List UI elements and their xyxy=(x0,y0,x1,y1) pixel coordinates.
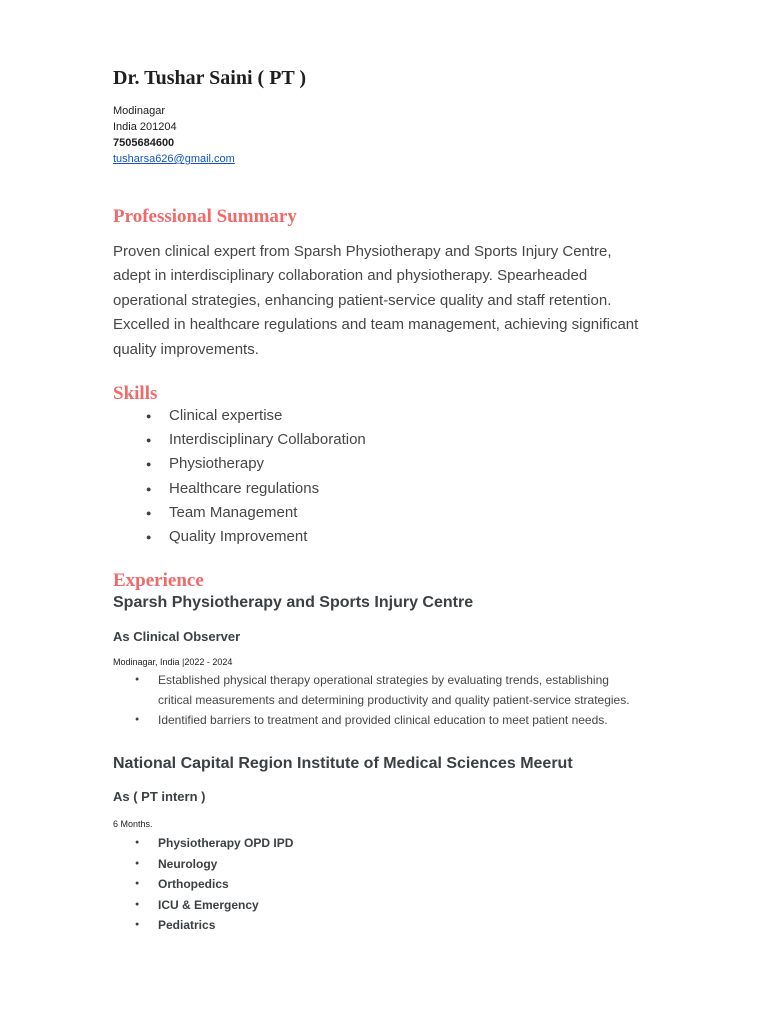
skill-item: ● Team Management xyxy=(113,501,366,525)
rotation-item: ● Orthopedics xyxy=(113,874,293,895)
summary-line: Proven clinical expert from Sparsh Physiotherapy and Sports Injury Centre, xyxy=(113,243,612,260)
summary-line: adept in interdisciplinary collaboration and physiotherapy. Spearheaded xyxy=(113,267,588,285)
internship-rotations-list xyxy=(113,833,293,936)
job-company: Sparsh Physiotherapy and Sports Injury Centre xyxy=(113,594,474,611)
candidate-name: Dr. Tushar Saini ( PT ) xyxy=(113,67,307,89)
skill-item: ● Clinical expertise xyxy=(113,404,366,428)
skill-item: ● Physiotherapy xyxy=(113,452,366,476)
experience-heading: Experience xyxy=(113,570,204,591)
job-location-dates: Modinagar, India |2022 - 2024 xyxy=(113,657,233,667)
rotation-item: ● Pediatrics xyxy=(113,915,293,936)
contact-phone: 7505684600 xyxy=(113,137,175,149)
skill-item: ● Healthcare regulations xyxy=(113,477,366,501)
job-role: As ( PT intern ) xyxy=(113,789,206,804)
professional-summary xyxy=(113,240,653,362)
job-duties-list xyxy=(113,670,630,730)
job-duty-item: ● Established physical therapy operational strategies by evaluating trends, establishing xyxy=(113,670,630,690)
contact-country-zip: India 201204 xyxy=(113,121,177,133)
job-duty-continuation: critical measurements and determining productivity and quality patient-service strategies. xyxy=(158,693,630,707)
skill-item: ● Quality Improvement xyxy=(113,525,366,549)
skills-heading: Skills xyxy=(113,383,158,404)
skills-list xyxy=(113,404,366,549)
contact-city: Modinagar xyxy=(113,105,165,117)
professional-summary-heading: Professional Summary xyxy=(113,206,297,227)
summary-line: Excelled in healthcare regulations and team management, achieving significant xyxy=(113,316,639,334)
summary-line: operational strategies, enhancing patient-service quality and staff retention. xyxy=(113,291,612,309)
job-company: National Capital Region Institute of Medical Sciences Meerut xyxy=(113,755,573,772)
contact-email-link[interactable]: tusharsa626@gmail.com xyxy=(113,153,235,165)
job-duty-item: ● Identified barriers to treatment and provided clinical education to meet patient needs. xyxy=(113,710,630,730)
rotation-item: ● ICU & Emergency xyxy=(113,895,293,916)
skill-item: ● Interdisciplinary Collaboration xyxy=(113,428,366,452)
rotation-item: ● Neurology xyxy=(113,854,293,875)
job-duration: 6 Months. xyxy=(113,819,153,829)
summary-line: quality improvements. xyxy=(113,340,259,358)
rotation-item: ● Physiotherapy OPD IPD xyxy=(113,833,293,854)
job-role: As Clinical Observer xyxy=(113,629,241,644)
